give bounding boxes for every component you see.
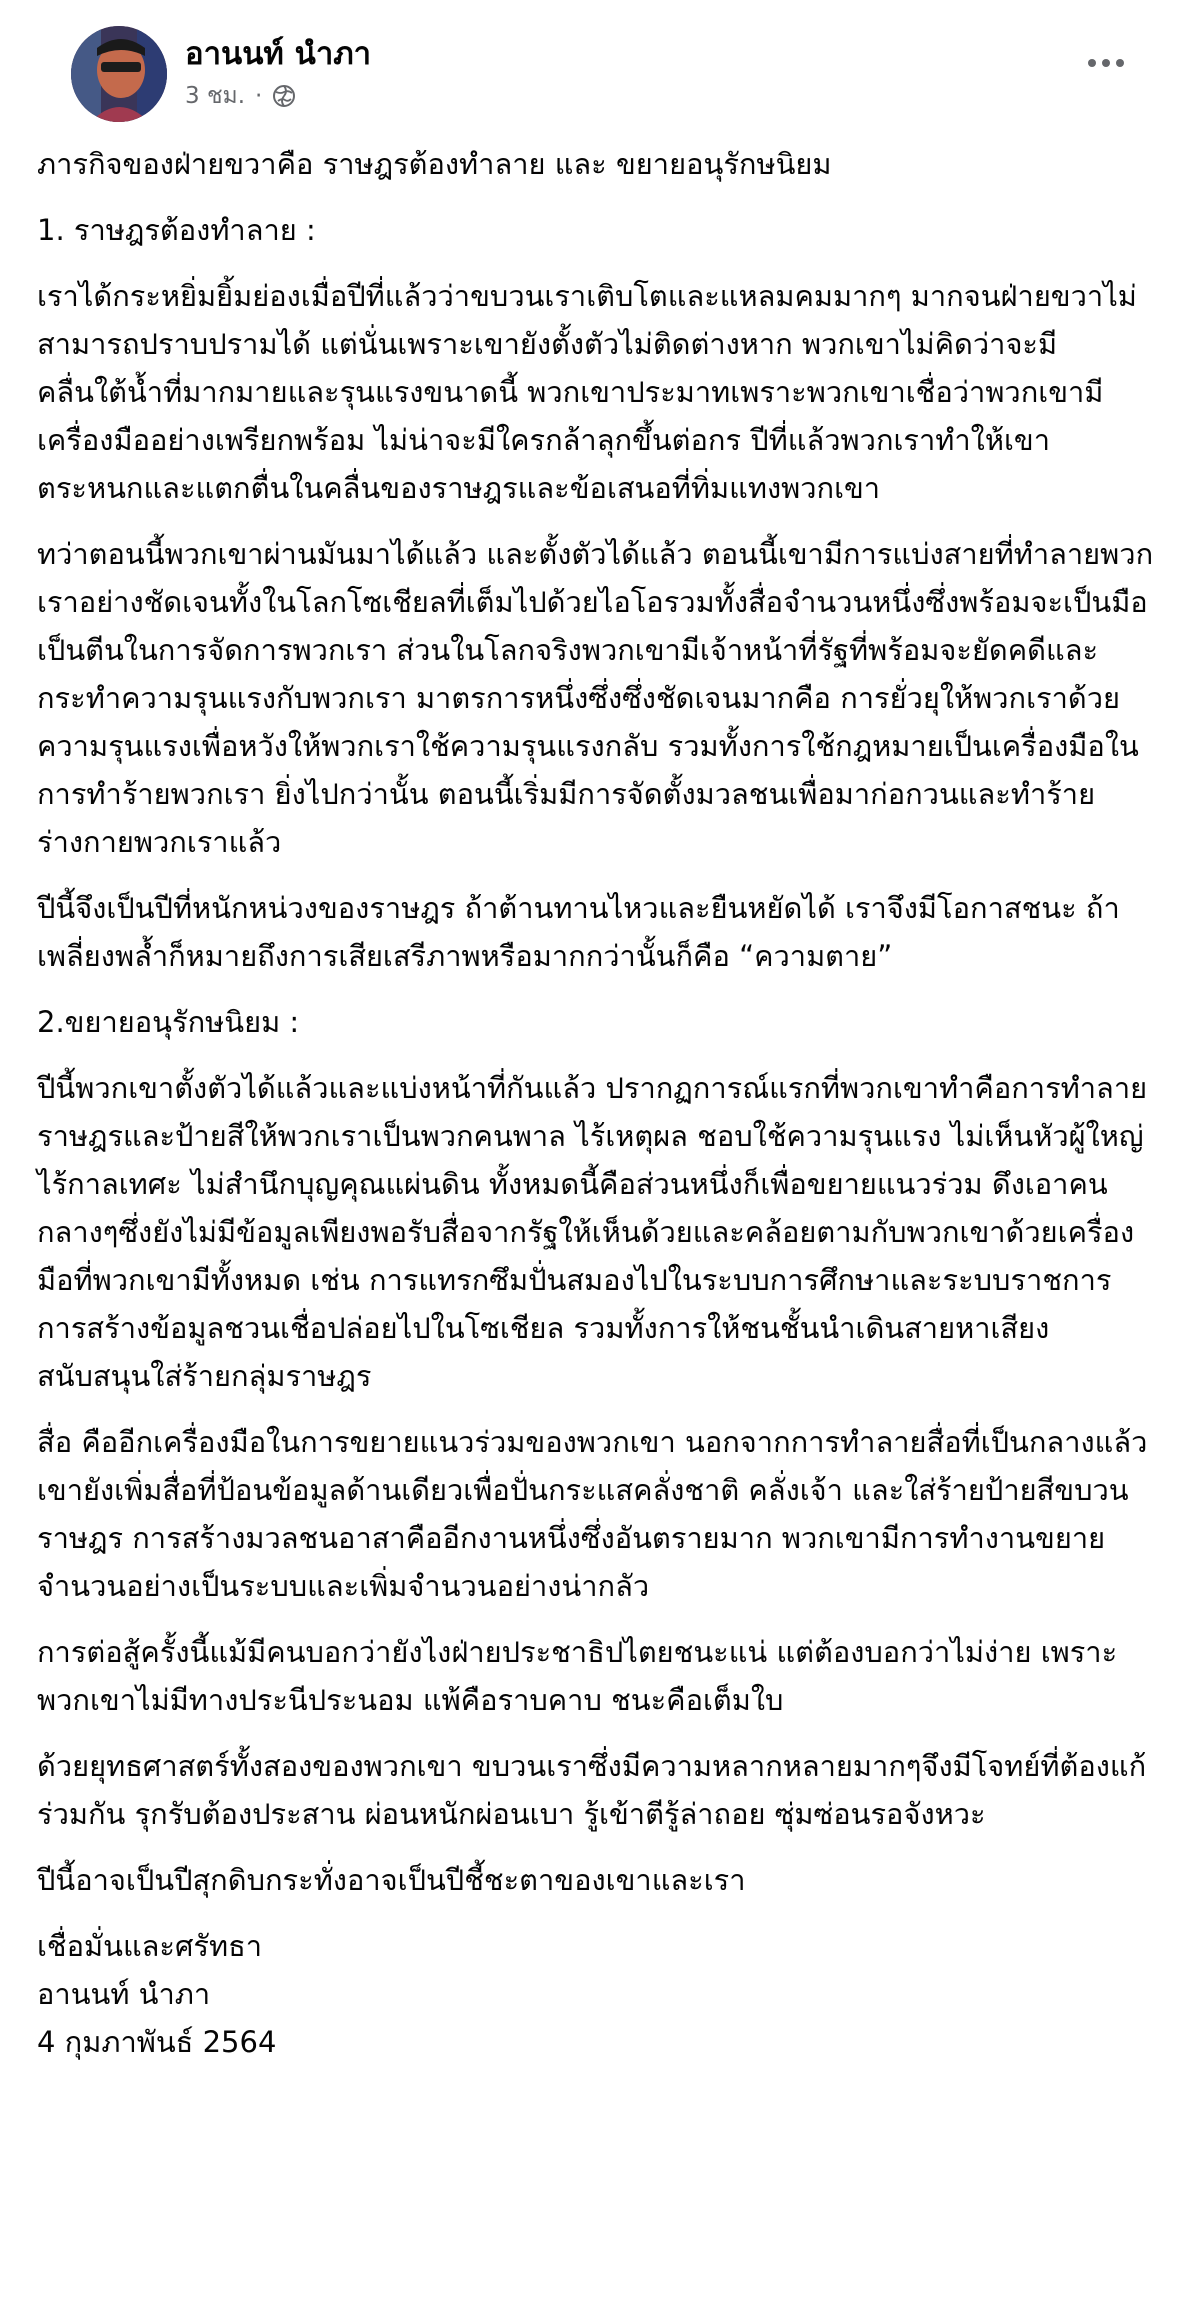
post-paragraph: เราได้กระหยิ่มยิ้มย่องเมื่อปีที่แล้วว่าขบวนเราเติบโตและแหลมคมมากๆ มากจนฝ่ายขวาไม่สามารถปราบปรามได้ แต่นั่นเพราะเขายังตั้งตัวไม่ติดต่างหาก พวกเขาไม่คิดว่าจะมีคลื่นใต้น้ำที่มากมายและรุนแรงขนาดนี้ พวกเขาประมาทเพราะพวกเขาเชื่อว่าพวกเขามีเครื่องมืออย่างเพรียกพร้อม ไม่น่าจะมีใครกล้าลุกขึ้นต่อกร ปีที่แล้วพวกเราทำให้เขาตระหนกและแตกตื่นในคลื่นของราษฎรและข้อเสนอที่ทิ่มแทงพวกเขา xyxy=(37,279,1137,505)
author-name[interactable]: อานนท์ นำภา xyxy=(185,36,372,72)
post-paragraph: การต่อสู้ครั้งนี้แม้มีคนบอกว่ายังไงฝ่ายประชาธิปไตยชนะแน่ แต่ต้องบอกว่าไม่ง่าย เพราะพวกเขาไม่มีทางประนีประนอม แพ้คือราบคาบ ชนะคือเต็มใบ xyxy=(37,1635,1118,1717)
more-dot-icon xyxy=(1088,59,1096,67)
signoff-line: อานนท์ นำภา xyxy=(37,1977,211,2011)
more-dot-icon xyxy=(1116,59,1124,67)
signoff-date: 4 กุมภาพันธ์ 2564 xyxy=(37,2025,277,2059)
post-timestamp[interactable]: 3 ชม. xyxy=(185,83,246,109)
author-avatar[interactable] xyxy=(71,26,167,122)
meta-separator: · xyxy=(255,83,263,109)
post-meta xyxy=(185,78,296,114)
post-paragraph: ด้วยยุทธศาสตร์ทั้งสองของพวกเขา ขบวนเราซึ่งมีความหลากหลายมากๆจึงมีโจทย์ที่ต้องแก้ร่วมกัน รุกรับต้องประสาน ผ่อนหนักผ่อนเบา รู้เข้าตีรู้ล่าถอย ซุ่มซ่อนรอจังหวะ xyxy=(37,1749,1147,1831)
post-paragraph: 1. ราษฎรต้องทำลาย : xyxy=(37,213,316,247)
post-header xyxy=(37,0,1156,140)
avatar-image-icon xyxy=(71,26,167,122)
post-paragraph: 2.ขยายอนุรักษนิยม : xyxy=(37,1005,300,1039)
post-paragraph: ปีนี้อาจเป็นปีสุกดิบกระทั่งอาจเป็นปีชี้ชะตาของเขาและเรา xyxy=(37,1863,746,1897)
globe-icon[interactable] xyxy=(272,84,296,108)
post-paragraph: สื่อ คืออีกเครื่องมือในการขยายแนวร่วมของพวกเขา นอกจากการทำลายสื่อที่เป็นกลางแล้วเขายังเพิ่มสื่อที่ป้อนข้อมูลด้านเดียวเพื่อปั่นกระแสคลั่งชาติ คลั่งเจ้า และใส่ร้ายป้ายสีขบวนราษฎร การสร้างมวลชนอาสาคืออีกงานหนึ่งซึ่งอันตรายมาก พวกเขามีการทำงานขยายจำนวนอย่างเป็นระบบและเพิ่มจำนวนอย่างน่ากลัว xyxy=(37,1425,1148,1603)
post-paragraph: ทว่าตอนนี้พวกเขาผ่านมันมาได้แล้ว และตั้งตัวได้แล้ว ตอนนี้เขามีการแบ่งสายที่ทำลายพวกเราอย่างชัดเจนทั้งในโลกโซเชียลที่เต็มไปด้วยไอโอรวมทั้งสื่อจำนวนหนึ่งซึ่งพร้อมจะเป็นมือเป็นตีนในการจัดการพวกเรา ส่วนในโลกจริงพวกเขามีเจ้าหน้าที่รัฐที่พร้อมจะยัดคดีและกระทำความรุนแรงกับพวกเรา มาตรการหนึ่งซึ่งซึ่งชัดเจนมากคือ การยั่วยุให้พวกเราด้วยความรุนแรงเพื่อหวังให้พวกเราใช้ความรุนแรงกลับ รวมทั้งการใช้กฎหมายเป็นเครื่องมือในการทำร้ายพวกเรา ยิ่งไปกว่านั้น ตอนนี้เริ่มมีการจัดตั้งมวลชนเพื่อมาก่อกวนและทำร้ายร่างกายพวกเราแล้ว xyxy=(37,537,1154,859)
more-dot-icon xyxy=(1102,59,1110,67)
post-paragraph: ปีนี้จึงเป็นปีที่หนักหน่วงของราษฎร ถ้าต้านทานไหวและยืนหยัดได้ เราจึงมีโอกาสชนะ ถ้าเพลี่ยงพล้ำก็หมายถึงการเสียเสรีภาพหรือมากกว่านั้นก็คือ “ความตาย” xyxy=(37,891,1120,973)
post-body xyxy=(37,140,1156,2066)
more-options-icon[interactable] xyxy=(1078,48,1134,78)
post-paragraph: ภารกิจของฝ่ายขวาคือ ราษฎรต้องทำลาย และ ขยายอนุรักษนิยม xyxy=(37,147,832,181)
post-paragraph: ปีนี้พวกเขาตั้งตัวได้แล้วและแบ่งหน้าที่กันแล้ว ปรากฏการณ์แรกที่พวกเขาทำคือการทำลายราษฎรและป้ายสีให้พวกเราเป็นพวกคนพาล ไร้เหตุผล ชอบใช้ความรุนแรง ไม่เห็นหัวผู้ใหญ่ ไร้กาลเทศะ ไม่สำนึกบุญคุณแผ่นดิน ทั้งหมดนี้คือส่วนหนึ่งก็เพื่อขยายแนวร่วม ดึงเอาคนกลางๆซึ่งยังไม่มีข้อมูลเพียงพอรับสื่อจากรัฐให้เห็นด้วยและคล้อยตามกับพวกเขาด้วยเครื่องมือที่พวกเขามีทั้งหมด เช่น การแทรกซึมปั่นสมองไปในระบบการศึกษาและระบบราชการ การสร้างข้อมูลชวนเชื่อปล่อยไปในโซเชียล รวมทั้งการให้ชนชั้นนำเดินสายหาเสียงสนับสนุนใส่ร้ายกลุ่มราษฎร xyxy=(37,1071,1148,1393)
signoff-line: เชื่อมั่นและศรัทธา xyxy=(37,1929,263,1963)
